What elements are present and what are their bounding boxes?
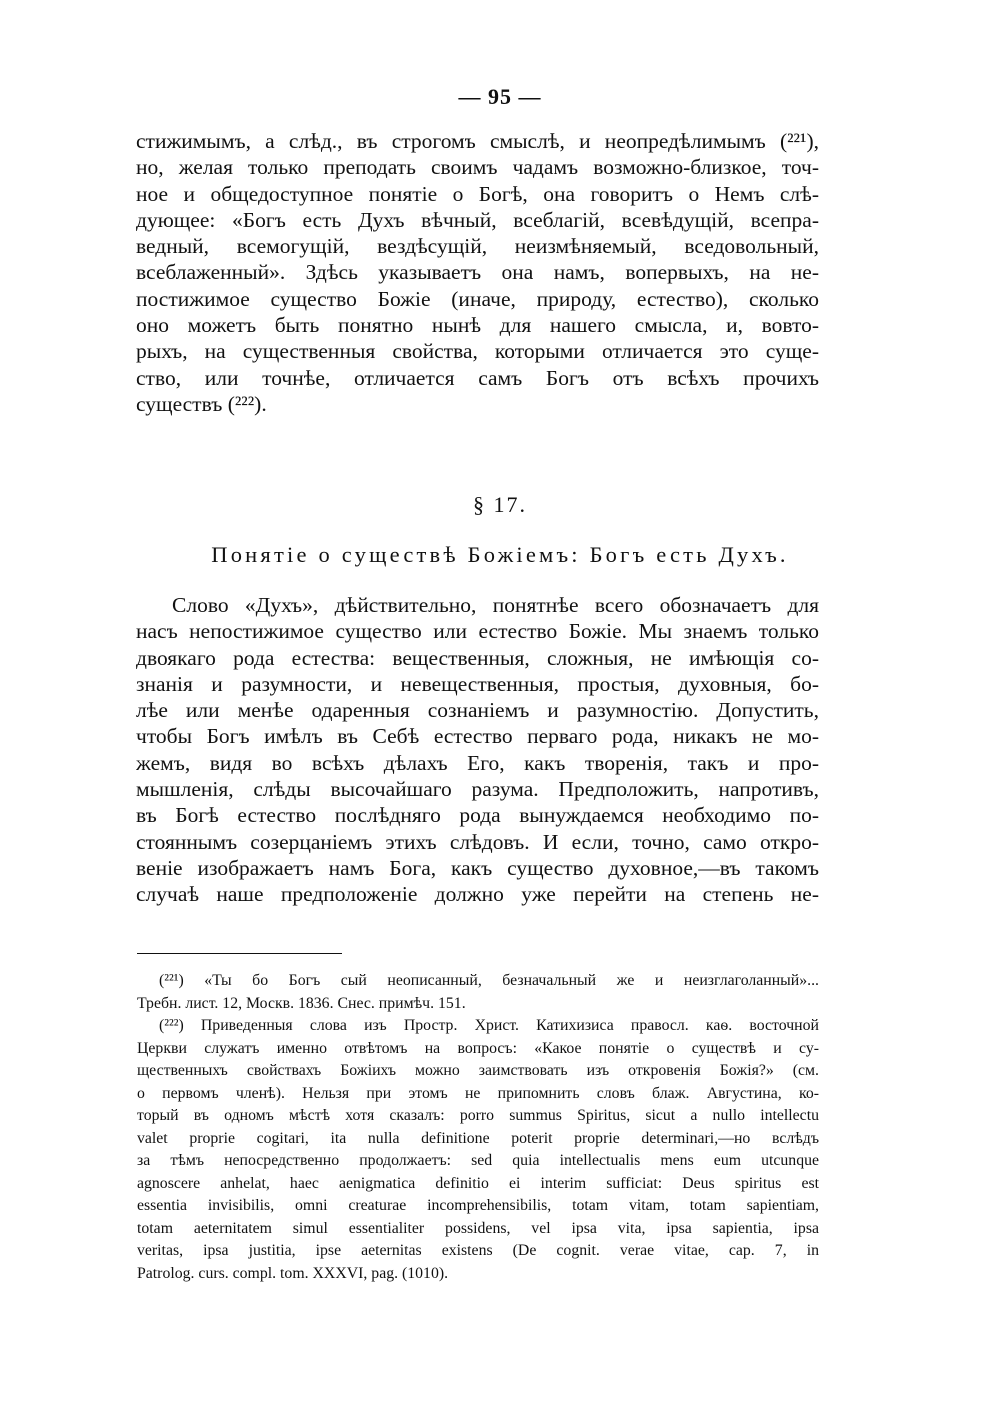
footnote-line: щественныхъ свойствахъ Божіихъ можно заимствовать изъ откровенія Божія?» (см. xyxy=(137,1062,819,1079)
page-number: — 95 — xyxy=(458,84,542,109)
footnote-line: торый въ одномъ мѣстѣ хотя сказалъ: porro summus Spiritus, sicut a nullo intellectu xyxy=(137,1107,819,1124)
footnote-line: Требн. лист. 12, Москв. 1836. Снес. примѣч. 151. xyxy=(137,994,466,1012)
text-line: Слово «Духъ», дѣйствительно, понятнѣе всего обозначаетъ для xyxy=(172,593,819,617)
text-line: жемъ, видя во всѣхъ дѣлахъ Его, какъ творенія, такъ и про- xyxy=(136,750,819,775)
text-line: насъ непостижимое существо или естество Божіе. Мы знаемъ только xyxy=(136,619,819,644)
text-line: рыхъ, на существенныя свойства, которыми отличается это суще- xyxy=(136,339,819,364)
text-line: ное и общедоступное понятіе о Богѣ, она говоритъ о Немъ слѣ- xyxy=(136,181,819,206)
text-line: стояннымъ созерцаніемъ этихъ слѣдовъ. И если, точно, само откро- xyxy=(136,829,819,854)
text-line: оно можетъ быть понятно нынѣ для нашего смысла, и, вовто- xyxy=(136,313,819,338)
paragraph-continued xyxy=(136,128,819,417)
text-line: постижимое существо Божіе (иначе, природу, естество), сколько xyxy=(136,286,819,311)
text-line: случаѣ наше предположеніе должно уже перейти на степень не- xyxy=(136,882,819,907)
footnote-line: о первомъ членѣ). Нельзя при этомъ не припомнить словъ блаж. Августина, ко- xyxy=(137,1084,819,1102)
footnote-line: за тѣмъ непосредственно продолжаетъ: sed quia intellectualis mens eum utcunque xyxy=(137,1152,819,1169)
footnote-divider xyxy=(137,953,342,954)
footnote-line: essentia invisibilis, omni creaturae incomprehensibilis, totam vitam, totam sapientiam, xyxy=(137,1197,819,1214)
text-line: ведный, всемогущій, вездѣсущій, неизмѣняемый, вседовольный, xyxy=(136,234,819,259)
text-line: но, желая только преподать своимъ чадамъ возможно-близкое, точ- xyxy=(136,155,819,180)
footnote-line: (²²¹) «Ты бо Богъ сый неописанный, безначальный же и неизглаголанный»... xyxy=(159,972,819,989)
paragraph-section-17 xyxy=(136,592,819,908)
section-title: Понятіе о существѣ Божіемъ: Богъ есть Духъ. xyxy=(211,542,789,567)
text-line: всеблаженный». Здѣсь указываетъ она намъ, вопервыхъ, на не- xyxy=(136,260,819,285)
footnote-line: totam aeternitatem simul essentialiter possidens, vel ipsa vita, ipsa sapientia, ipsa xyxy=(137,1219,819,1237)
footnotes xyxy=(137,970,819,1285)
text-line: существъ (²²²). xyxy=(136,391,267,416)
text-line: дующее: «Богъ есть Духъ вѣчный, всеблагій, всевѣдущій, всепра- xyxy=(136,207,819,232)
text-line: веніе изображаетъ намъ Бога, какъ существо духовное,—въ такомъ xyxy=(136,855,819,880)
section-number: § 17. xyxy=(473,492,527,517)
footnote-line: Patrolog. curs. compl. tom. XXXVI, pag. (1010). xyxy=(137,1264,449,1282)
text-line: стижимымъ, а слѣд., въ строгомъ смыслѣ, и неопредѣлимымъ (²²¹), xyxy=(136,129,819,153)
footnote-line: Церкви служатъ именно отвѣтомъ на вопросъ: «Какое понятіе о существѣ и су- xyxy=(137,1039,819,1057)
footnote-line: (²²²) Приведенныя слова изъ Простр. Христ. Катихизиса правосл. каѳ. восточной xyxy=(159,1017,819,1034)
text-line: мышленія, слѣды высочайшаго разума. Предположить, напротивъ, xyxy=(136,777,819,802)
text-line: чтобы Богъ имѣлъ въ Себѣ естество перваго рода, никакъ не мо- xyxy=(136,724,819,749)
text-line: знанія и разумности, и невещественныя, простыя, духовныя, бо- xyxy=(136,671,819,696)
footnote-line: agnoscere anhelat, haec aenigmatica definitio ei interim sufficiat: Deus spiritus est xyxy=(137,1174,819,1192)
footnote-line: veritas, ipsa justitia, ipse aeternitas existens (De cognit. verae vitae, cap. 7, in xyxy=(137,1242,819,1259)
text-line: двоякаго рода естества: вещественныя, сложныя, не имѣющія со- xyxy=(136,645,819,670)
text-line: ство, или точнѣе, отличается самъ Богъ отъ всѣхъ прочихъ xyxy=(136,365,819,390)
footnote-line: valet proprie cogitari, ita nulla definitione poterit proprie determinari,—но вслѣдъ xyxy=(137,1129,819,1147)
text-line: въ Богѣ естество послѣдняго рода вынуждаемся необходимо по- xyxy=(136,803,819,828)
text-line: лѣе или менѣе одаренныя сознаніемъ и разумностію. Допустить, xyxy=(136,698,819,723)
